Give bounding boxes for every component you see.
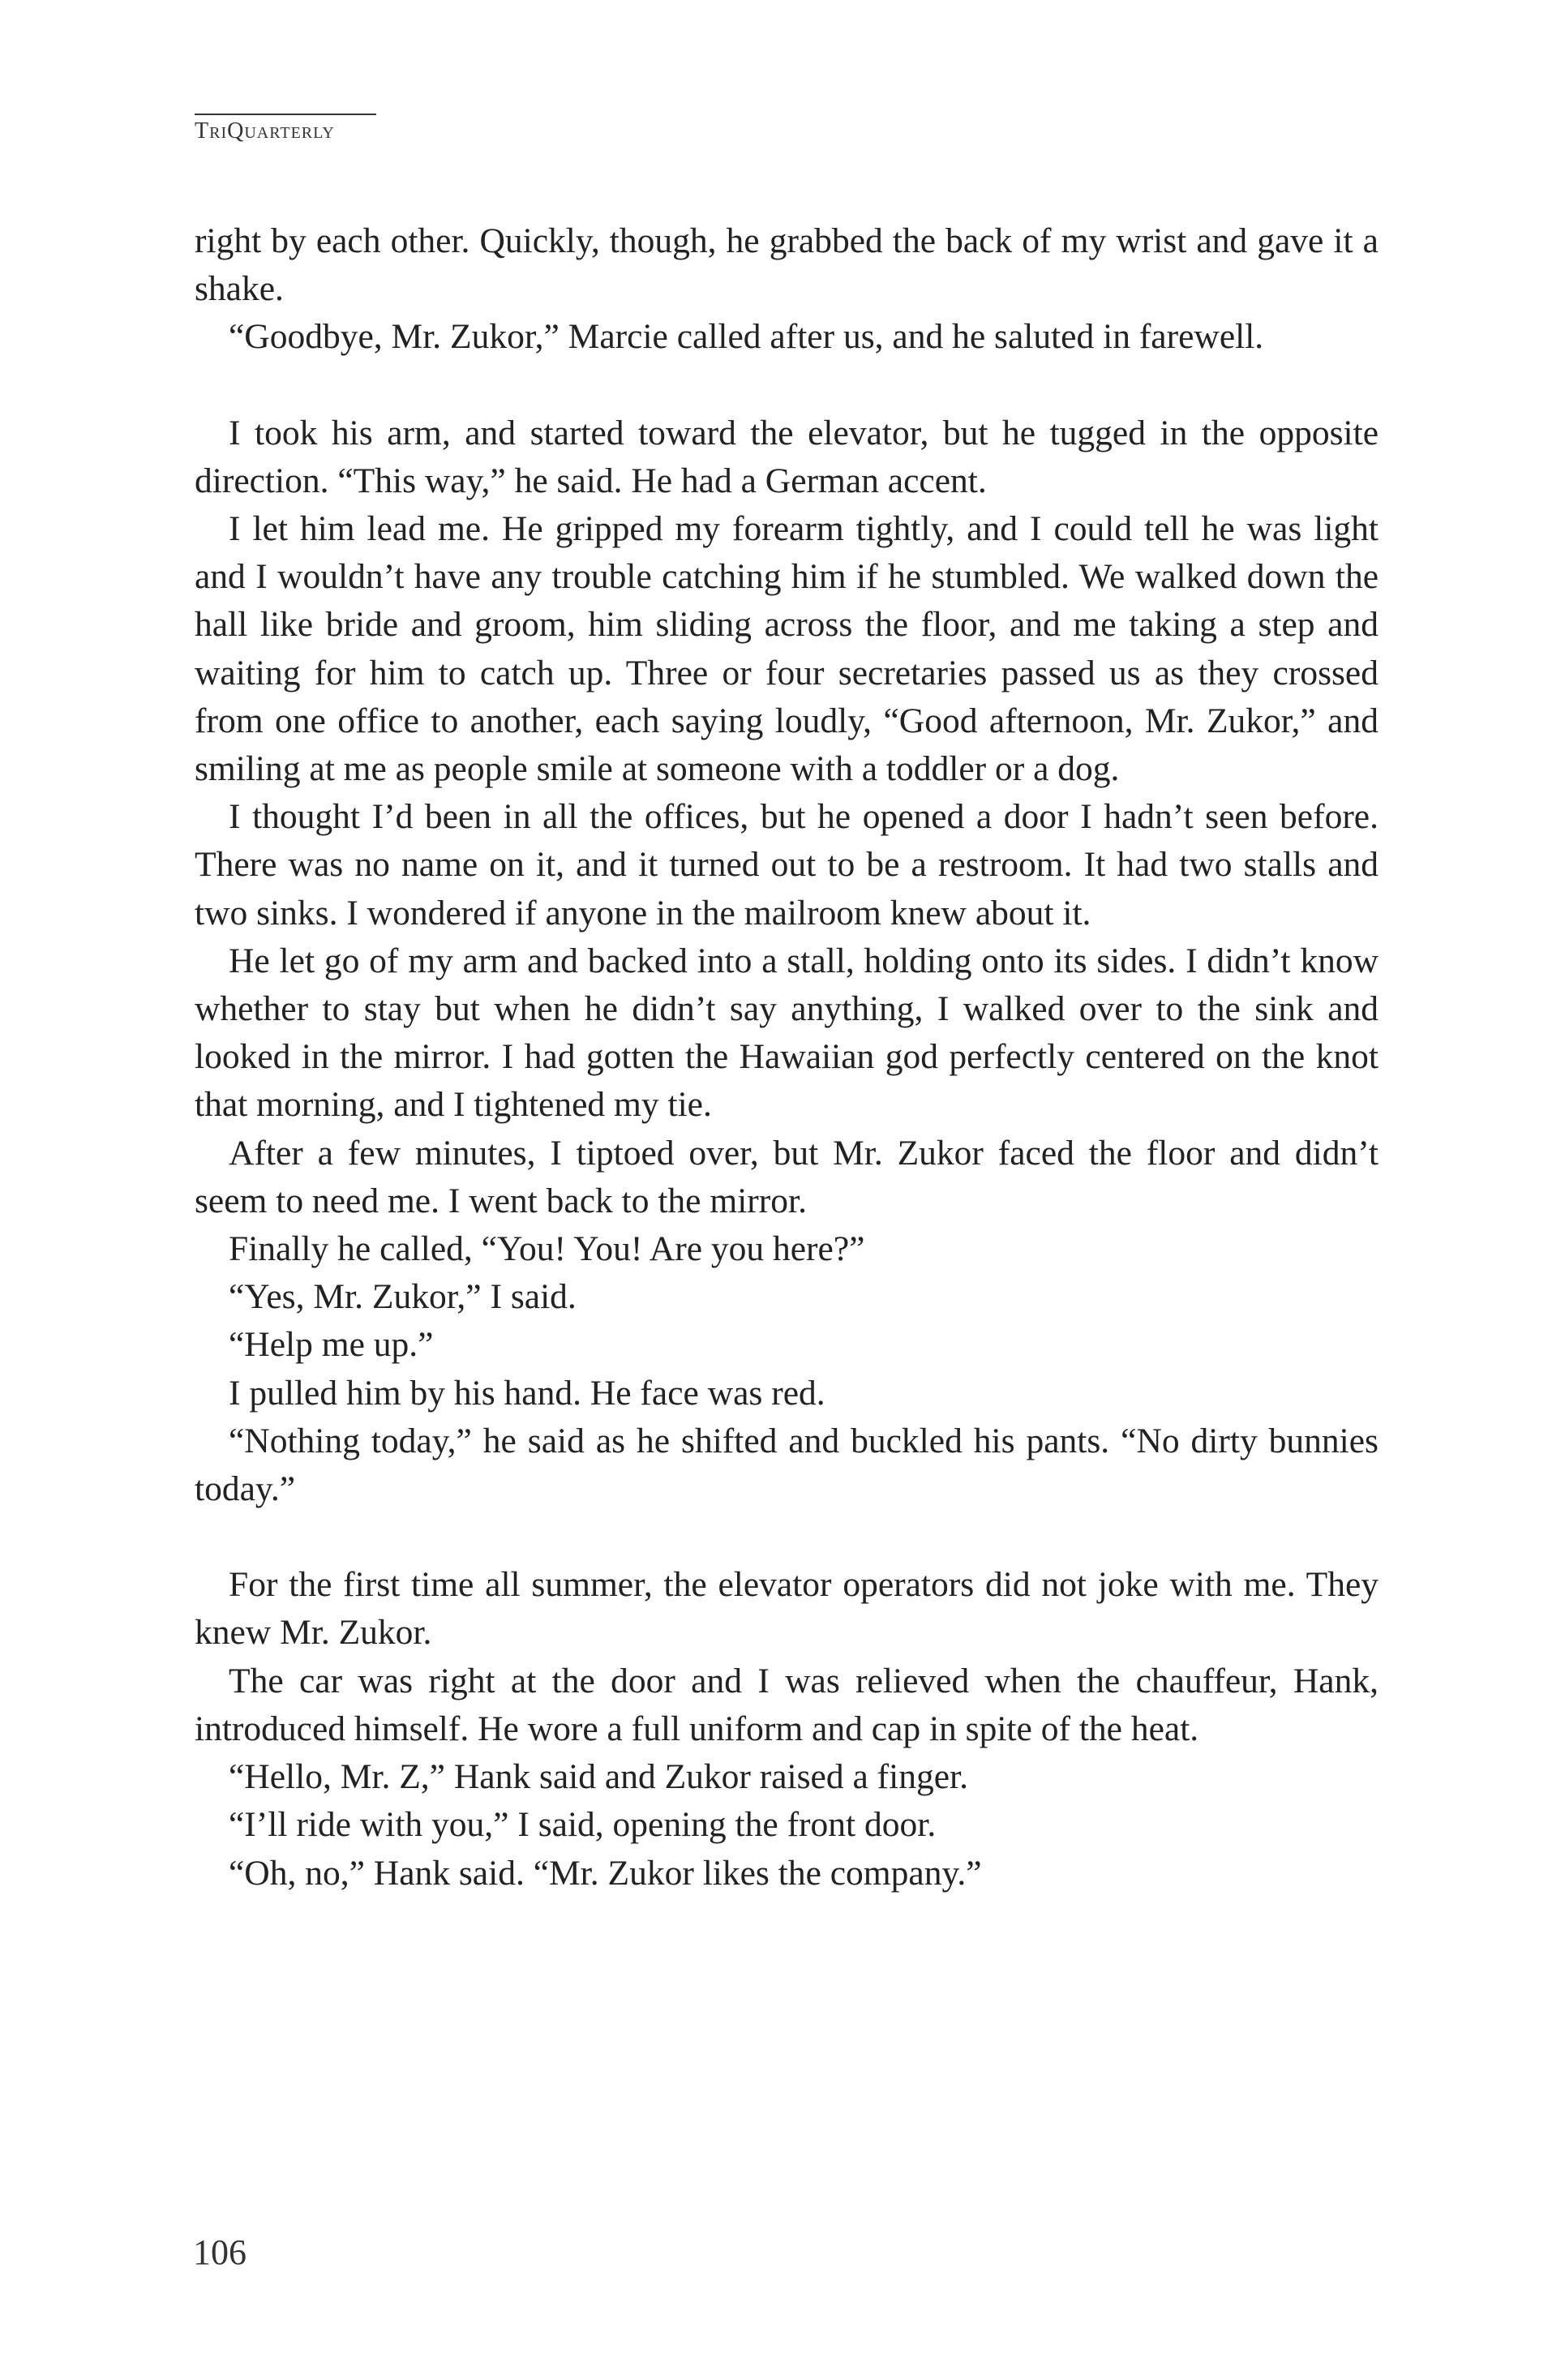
paragraph: I let him lead me. He gripped my forearm tightly, and I could tell he was light and I wouldn’t have any trouble catching him if he stumbled. We walked down the hall like bride and groom, him sliding across the floor, and me taking a step and waiting for him to catch up. Three or four secretaries passed us as they crossed from one office to another, each saying loudly, “Good afternoon, Mr. Zukor,” and smiling at me as people smile at someone with a toddler or a dog. xyxy=(195,509,1378,789)
paragraph: For the first time all summer, the elevator operators did not joke with me. They knew Mr. Zukor. xyxy=(195,1565,1378,1653)
paragraph: right by each other. Quickly, though, he grabbed the back of my wrist and gave it a shake. xyxy=(195,221,1378,309)
paragraph: I pulled him by his hand. He face was red. xyxy=(229,1373,825,1413)
paragraph: The car was right at the door and I was relieved when the chauffeur, Hank, introduced himself. He wore a full uniform and cap in spite of the heat. xyxy=(195,1661,1378,1748)
paragraph: “Nothing today,” he said as he shifted and buckled his pants. “No dirty bunnies today.” xyxy=(195,1421,1378,1509)
paragraph: I took his arm, and started toward the elevator, but he tugged in the opposite direction. “This way,” he said. He had a German accent. xyxy=(195,413,1378,500)
running-head: TriQuarterly xyxy=(195,114,376,144)
paragraph: “Hello, Mr. Z,” Hank said and Zukor raised a finger. xyxy=(229,1757,969,1797)
paragraph: He let go of my arm and backed into a stall, holding onto its sides. I didn’t know whether to stay but when he didn’t say anything, I walked over to the sink and looked in the mirror. I had gotten the Hawaiian god perfectly centered on the knot that morning, and I tightened my tie. xyxy=(195,941,1378,1125)
paragraph: “Help me up.” xyxy=(229,1325,434,1365)
paragraph: I thought I’d been in all the offices, but he opened a door I hadn’t seen before. There was no name on it, and it turned out to be a restroom. It had two stalls and two sinks. I wondered if anyone in the mailroom knew about it. xyxy=(195,797,1378,933)
body-text xyxy=(195,217,1378,1898)
paragraph: “Goodbye, Mr. Zukor,” Marcie called after us, and he saluted in farewell. xyxy=(229,317,1264,357)
paragraph: After a few minutes, I tiptoed over, but Mr. Zukor faced the floor and didn’t seem to need me. I went back to the mirror. xyxy=(195,1133,1378,1220)
paragraph: “Oh, no,” Hank said. “Mr. Zukor likes the company.” xyxy=(229,1853,982,1893)
page-number: 106 xyxy=(193,2232,247,2272)
paragraph: “I’ll ride with you,” I said, opening the front door. xyxy=(229,1805,937,1845)
paragraph: Finally he called, “You! You! Are you here?” xyxy=(229,1229,865,1269)
paragraph: “Yes, Mr. Zukor,” I said. xyxy=(229,1277,577,1317)
